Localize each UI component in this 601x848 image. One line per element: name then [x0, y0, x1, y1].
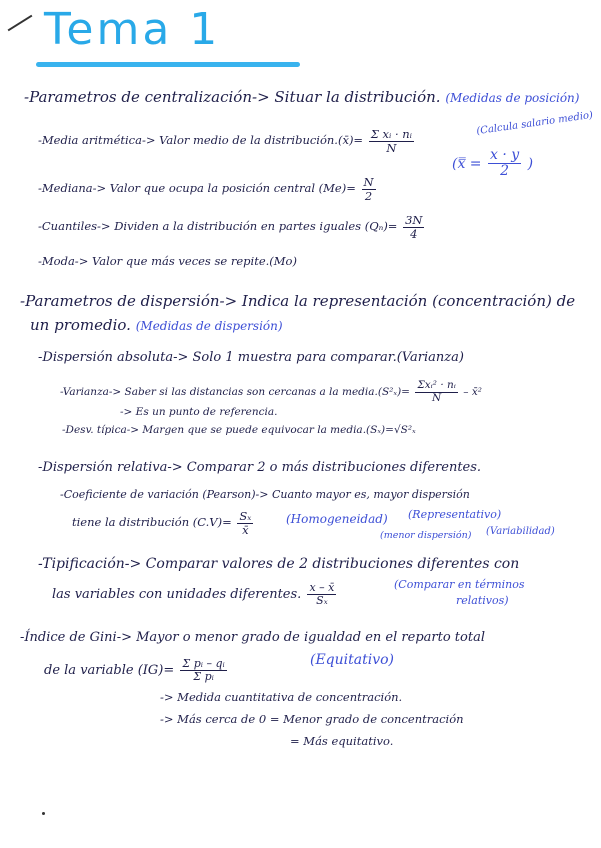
tip-line1: -Tipificación-> Comparar valores de 2 distribuciones diferentes con [38, 556, 520, 572]
media-alt [452, 148, 533, 180]
coef-label: tiene la distribución (C.V)= [72, 515, 232, 530]
gini-numerator: Σ pᵢ – qᵢ [182, 657, 225, 670]
tip-numerator: x – x̄ [309, 581, 335, 594]
media-alt-denominator: 2 [500, 163, 510, 180]
gini-bullet3: = Más equitativo. [290, 734, 394, 748]
tip-label: las variables con unidades diferentes. [52, 587, 302, 603]
mediana-line [38, 176, 378, 202]
coef-numerator: Sₓ [239, 509, 252, 523]
media-numerator: Σ xᵢ · nᵢ [370, 127, 412, 141]
gini-label: de la variable (IG)= [44, 663, 175, 679]
ink-dot [42, 812, 45, 815]
mediana-denominator: 2 [364, 188, 373, 203]
media-fraction [369, 128, 414, 154]
varianza-label: -Varianza-> Saber si las distancias son cercanas a la media.(S²ₓ)= [60, 386, 410, 399]
cuantiles-denominator: 4 [410, 226, 418, 241]
mediana-numerator: N [363, 175, 374, 189]
coef-note3: (menor dispersión) [380, 530, 472, 541]
coef-fraction [237, 510, 253, 536]
media-alt-fraction [488, 148, 521, 180]
mediana-fraction [362, 176, 376, 202]
media-label: -Media aritmética-> Valor medio de la distribución.(x̄)= [38, 133, 364, 148]
mediana-label: -Mediana-> Valor que ocupa la posición central (Me)= [38, 181, 356, 196]
varianza-denominator: N [432, 391, 442, 404]
title-underline [36, 62, 300, 67]
abs-line: -Dispersión absoluta-> Solo 1 muestra para comparar.(Varianza) [38, 350, 464, 365]
gini-bullet1: -> Medida cuantitativa de concentración. [160, 690, 403, 704]
gini-line2 [44, 658, 229, 683]
varianza-line [60, 380, 482, 404]
media-denominator: N [386, 140, 397, 155]
media-note: (Calcula salario medio) [475, 109, 594, 138]
cuantiles-line [38, 214, 426, 240]
sec2-header-line2-text: un promedio. [30, 316, 131, 334]
cuantiles-fraction [403, 214, 424, 240]
cuantiles-numerator: 3N [405, 213, 423, 227]
page-title: Tema 1 [44, 4, 221, 55]
tip-note1: (Comparar en términos [394, 578, 525, 591]
tip-line2 [52, 582, 338, 607]
coef-note1: (Homogeneidad) [286, 512, 388, 526]
varianza-fraction [415, 380, 458, 404]
media-line [38, 128, 416, 154]
sec2-header-note: (Medidas de dispersión) [135, 319, 283, 333]
coef-line1: -Coeficiente de variación (Pearson)-> Cuanto mayor es, mayor dispersión [60, 488, 470, 501]
coef-note4: (Variabilidad) [486, 526, 555, 537]
gini-fraction [180, 658, 226, 683]
sec1-header-note: (Medidas de posición) [445, 91, 580, 105]
desv-line: -Desv. típica-> Margen que se puede equivocar la media.(Sₓ)=√S²ₓ [62, 424, 416, 436]
gini-line1: -Índice de Gini-> Mayor o menor grado de igualdad en el reparto total [20, 630, 485, 645]
sec2-header-line1: -Parametros de dispersión-> Indica la representación (concentración) de [20, 292, 576, 310]
varianza-tail: – x̄² [463, 386, 482, 399]
varianza-numerator: Σxᵢ² · nᵢ [417, 379, 456, 391]
tip-note2: relativos) [456, 594, 509, 607]
media-alt-numerator: x · y [490, 147, 520, 163]
varianza-line2: -> Es un punto de referencia. [120, 406, 278, 418]
gini-bullet2: -> Más cerca de 0 = Menor grado de concentración [160, 712, 464, 726]
coef-line2 [72, 510, 255, 536]
media-alt-lhs: (x̿ = [452, 155, 482, 172]
moda-line: -Moda-> Valor que más veces se repite.(Mo) [38, 254, 297, 268]
cuantiles-label: -Cuantiles-> Dividen a la distribución en partes iguales (Qₙ)= [38, 219, 398, 234]
media-alt-rhs: ) [527, 155, 534, 172]
tip-denominator: Sₓ [316, 594, 328, 608]
rel-line: -Dispersión relativa-> Comparar 2 o más distribuciones diferentes. [38, 460, 482, 475]
sec1-header-text: -Parametros de centralización-> Situar la distribución. [24, 88, 441, 106]
pen-stroke [8, 15, 33, 32]
coef-denominator: x̄ [242, 522, 249, 537]
coef-note2: (Representativo) [408, 508, 502, 521]
tip-fraction [307, 582, 336, 607]
gini-denominator: Σ pᵢ [193, 670, 214, 684]
sec1-header [24, 88, 579, 106]
gini-note: (Equitativo) [310, 652, 395, 668]
sec2-header-line2 [30, 316, 283, 334]
